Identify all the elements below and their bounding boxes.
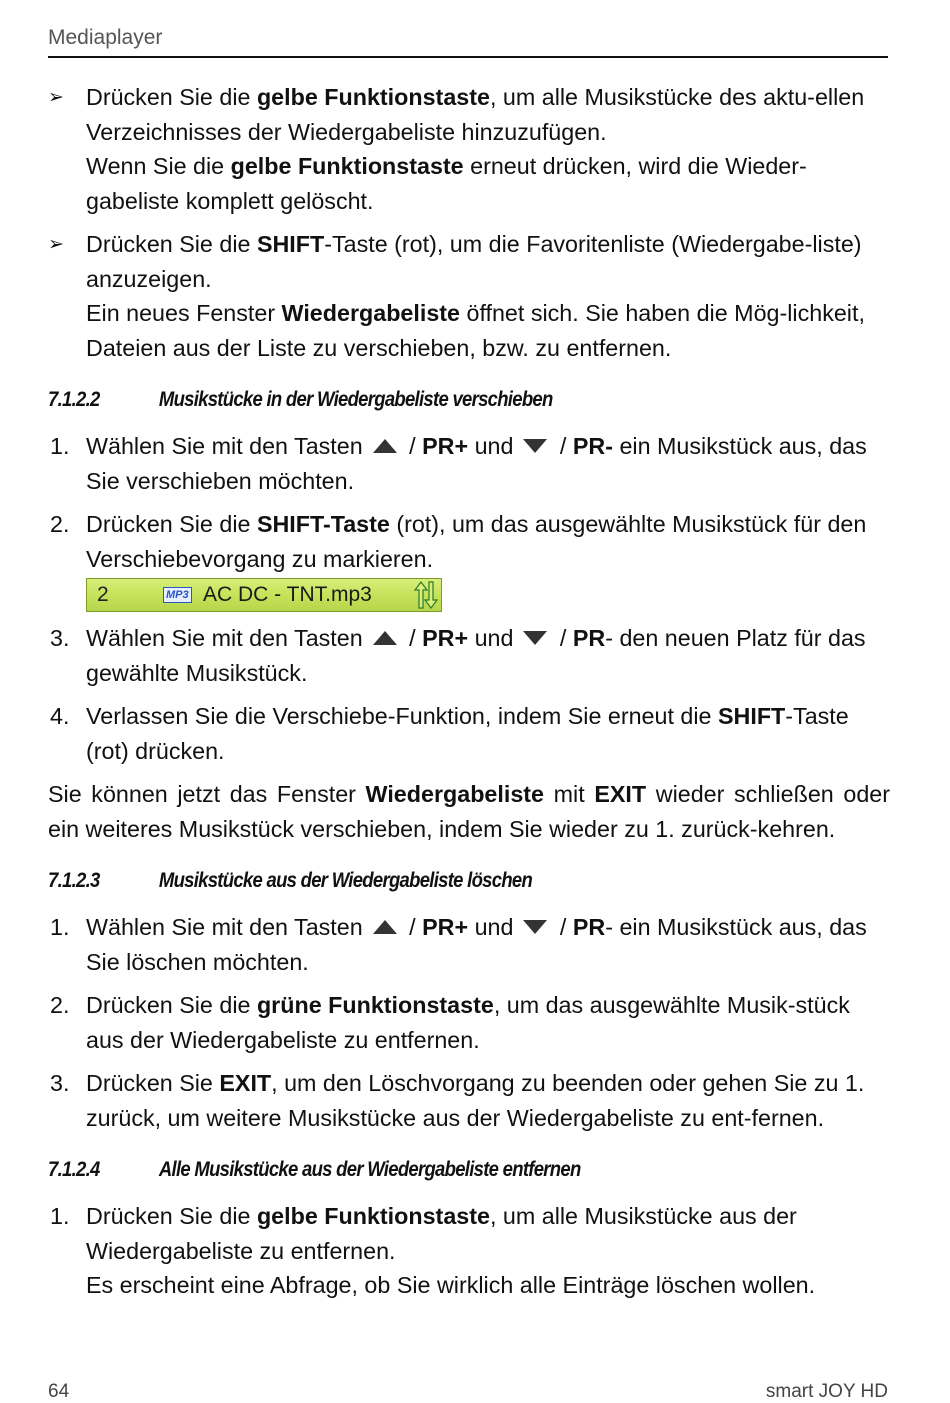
arrow-bullet-icon: ➢ [48,234,64,255]
numbered-step: 2. Drücken Sie die SHIFT-Taste (rot), um das ausgewählte Musikstück für den Verschiebevorgang zu markieren. 2 MP3 AC DC - TNT.mp3 [48,507,890,612]
arrow-down-icon [523,631,547,645]
numbered-step: 2. Drücken Sie die grüne Funktionstaste, um das ausgewählte Musik-stück aus der Wiedergabeliste zu entfernen. [48,988,890,1057]
numbered-step: 3. Drücken Sie EXIT, um den Löschvorgang zu beenden oder gehen Sie zu 1. zurück, um weitere Musikstücke aus der Wiedergabeliste zu ent-fernen. [48,1066,890,1135]
playlist-entry-highlight [86,578,442,612]
body-paragraph: Sie können jetzt das Fenster Wiedergabeliste mit EXIT wieder schließen oder ein weiteres Musikstück verschieben, indem Sie wieder zu 1. zurück-kehren. [48,781,890,842]
playlist-entry-title: AC DC - TNT.mp3 [203,583,372,606]
section-number: 7.1.2.3 [48,869,100,892]
step-number: 3. [50,1070,70,1096]
step-number: 2. [50,992,70,1018]
numbered-step: 3. Wählen Sie mit den Tasten / PR+ und / PR- den neuen Platz für das gewählte Musikstück. [48,621,890,690]
numbered-step: 1. Drücken Sie die gelbe Funktionstaste, um alle Musikstücke aus der Wiedergabeliste zu entfernen. Es erscheint eine Abfrage, ob Sie wirklich alle Einträge löschen wollen. [48,1199,890,1303]
section-number: 7.1.2.4 [48,1158,100,1181]
section-title: Alle Musikstücke aus der Wiedergabeliste entfernen [158,1158,581,1181]
arrow-bullet-icon: ➢ [48,87,64,108]
mp3-badge-icon: MP3 [163,587,192,603]
bullet-paragraph: Drücken Sie die gelbe Funktionstaste, um alle Musikstücke des aktu-ellen Verzeichnisses der Wiedergabeliste hinzuzufügen. [86,84,865,145]
product-name: smart JOY HD [765,1381,888,1402]
numbered-step: 1. Wählen Sie mit den Tasten / PR+ und / PR- ein Musikstück aus, das Sie löschen möchten. [48,910,890,979]
section-heading [48,385,789,415]
running-header: Mediaplayer [48,26,163,49]
page-number: 64 [48,1381,70,1402]
step-number: 4. [50,703,70,729]
header-rule [48,56,888,58]
section-title: Musikstücke in der Wiedergabeliste verschieben [158,388,553,411]
move-arrows-icon [413,580,439,610]
section-heading [48,1155,789,1185]
page-content [48,80,890,1312]
bullet-item [48,227,890,365]
section-title: Musikstücke aus der Wiedergabeliste löschen [158,869,533,892]
bullet-paragraph: Ein neues Fenster Wiedergabeliste öffnet sich. Sie haben die Mög-lichkeit, Dateien aus der Liste zu verschieben, bzw. zu entfernen. [86,300,865,361]
section-number: 7.1.2.2 [48,388,100,411]
bullet-paragraph: Wenn Sie die gelbe Funktionstaste erneut drücken, wird die Wieder-gabeliste komplett gelöscht. [86,153,807,214]
step-number: 2. [50,511,70,537]
step-number: 3. [50,625,70,651]
step-number: 1. [50,1203,70,1229]
arrow-up-icon [373,920,397,934]
step-note: Es erscheint eine Abfrage, ob Sie wirklich alle Einträge löschen wollen. [86,1272,816,1298]
bullet-item [48,80,890,218]
numbered-step: 1. Wählen Sie mit den Tasten / PR+ und / PR- ein Musikstück aus, das Sie verschieben möchten. [48,429,890,498]
bullet-paragraph: Drücken Sie die SHIFT-Taste (rot), um die Favoritenliste (Wiedergabe-liste) anzuzeigen. [86,231,862,292]
step-number: 1. [50,433,70,459]
playlist-entry-index: 2 [97,583,109,606]
arrow-up-icon [373,439,397,453]
step-number: 1. [50,914,70,940]
section-heading [48,866,789,896]
numbered-step: 4. Verlassen Sie die Verschiebe-Funktion, indem Sie erneut die SHIFT-Taste (rot) drücken. [48,699,890,768]
arrow-down-icon [523,920,547,934]
arrow-up-icon [373,631,397,645]
arrow-down-icon [523,439,547,453]
